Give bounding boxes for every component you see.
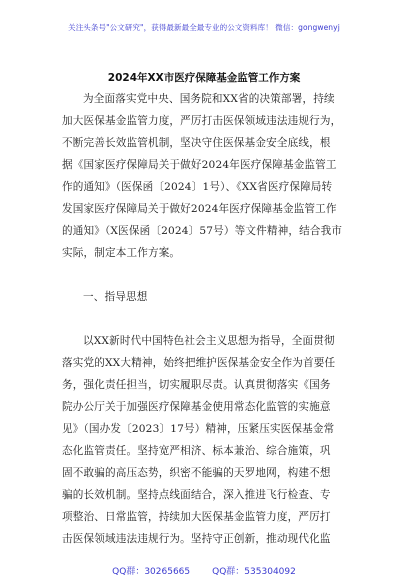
qq-group-1: QQ群：30265665 (112, 567, 191, 577)
body-line: 骗的长效机制。坚持点线面结合，深入推进飞行检查、专 (62, 489, 331, 501)
document-title: 2024年XX市医疗保障基金监管工作方案 (107, 72, 301, 84)
document-body (62, 88, 354, 550)
blank-line (62, 308, 354, 330)
body-line: 作的通知》（医保函〔2024〕1号）、《XX省医疗保障局转 (62, 181, 333, 193)
blank-line (62, 264, 354, 286)
body-line: 不断完善长效监管机制，坚决守住医保基金安全底线，根 (62, 137, 331, 149)
body-line: 项整治、日常监管，持续加大医保基金监管力度，严厉打 (62, 511, 331, 523)
promo-banner: 关注头条号"公文研究"，获得最新最全最专业的公文资料库！ 微信：gongwenyj (68, 23, 340, 32)
body-line: 为全面落实党中央、国务院和XX省的决策部署，持续 (83, 93, 335, 105)
body-line: 落实党的XX大精神，始终把维护医保基金安全作为首要任 (62, 357, 336, 369)
qq-group-2: QQ群：535304092 (212, 567, 296, 577)
body-line: 实际，制定本工作方案。 (62, 247, 181, 259)
footer-contact (0, 564, 408, 577)
body-line: 固不敢骗的高压态势，织密不能骗的天罗地网，构建不想 (62, 467, 331, 479)
body-line: 务，强化责任担当，切实履职尽责。认真贯彻落实《国务 (62, 379, 331, 391)
body-line: 加大医保基金监管力度，严厉打击医保领域违法违规行为， (62, 115, 342, 127)
body-line: 以XX新时代中国特色社会主义思想为指导，全面贯彻 (83, 335, 335, 347)
body-line: 院办公厅关于加强医疗保障基金使用常态化监管的实施意 (62, 401, 331, 413)
body-line: 击医保领域违法违规行为。坚持守正创新，推动现代化监 (62, 533, 331, 545)
body-line: 发国家医疗保障局关于做好2024年医疗保障基金监管工作 (62, 203, 337, 215)
body-line: 见》（国办发〔2023〕17号）精神，压紧压实医保基金常 (62, 423, 335, 435)
body-line: 据《国家医疗保障局关于做好2024年医疗保障基金监管工 (62, 159, 337, 171)
body-line: 态化监管责任。坚持宽严相济、标本兼治、综合施策，巩 (62, 445, 331, 457)
body-line: 的通知》（X医保函〔2024〕57号）等文件精神，结合我市 (62, 225, 343, 237)
section-heading: 一、指导思想 (83, 291, 148, 303)
